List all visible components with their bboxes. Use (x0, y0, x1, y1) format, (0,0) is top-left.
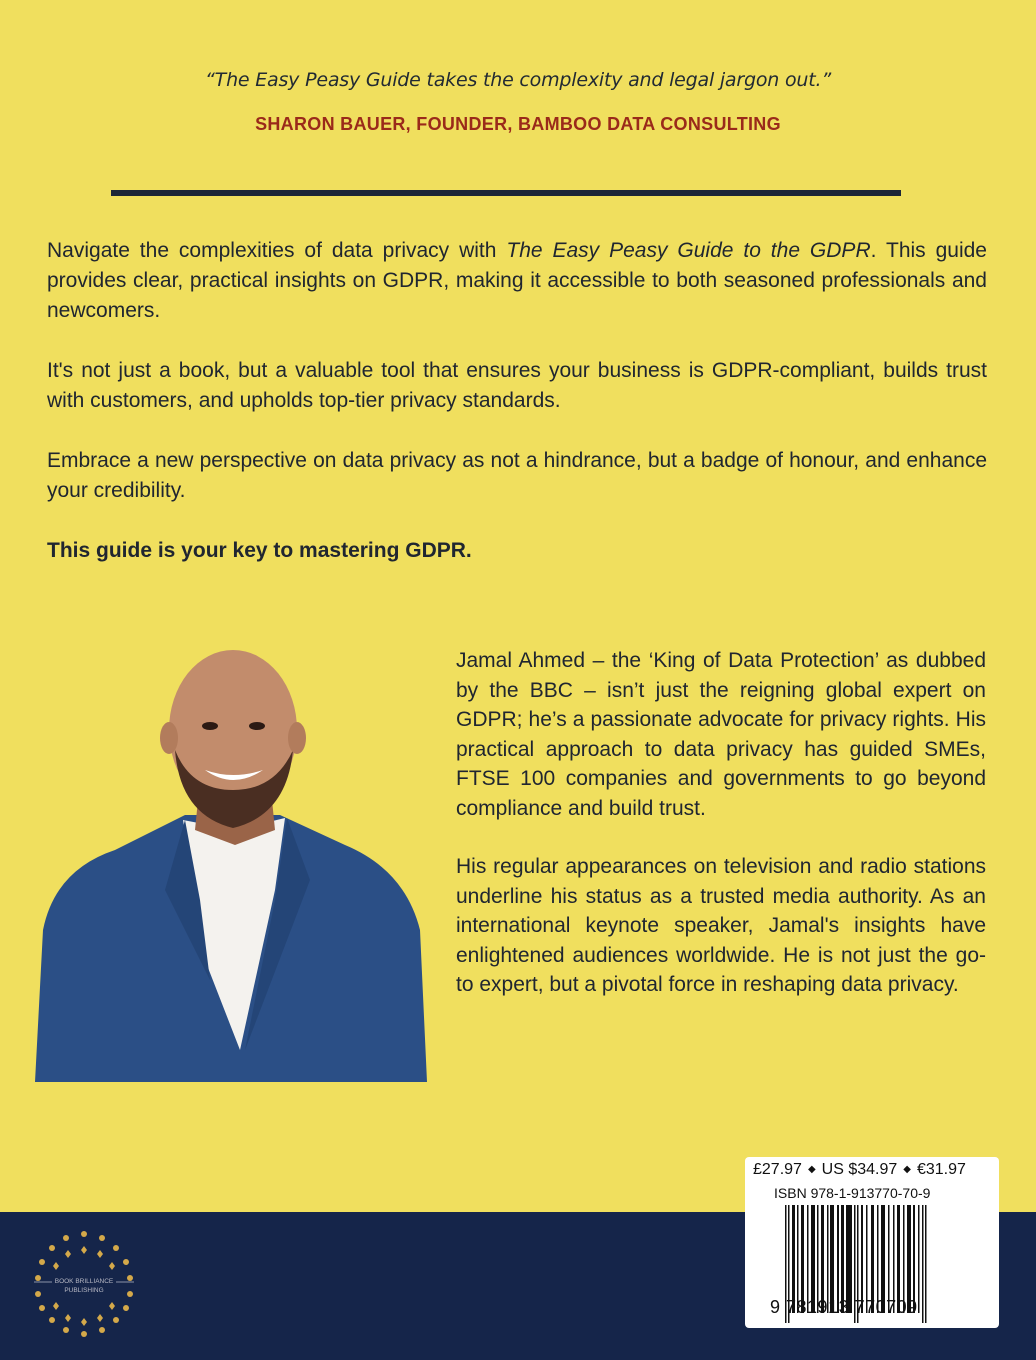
blurb-tagline: This guide is your key to mastering GDPR. (47, 539, 472, 562)
endorsement-attribution: SHARON BAUER, FOUNDER, BAMBOO DATA CONSULTING (255, 114, 781, 134)
barcode-panel (745, 1157, 999, 1328)
blurb-paragraph-1: Navigate the complexities of data privacy with The Easy Peasy Guide to the GDPR. This guide provides clear, practical insights on GDPR, making it accessible to both seasoned professionals and newcomers. (47, 239, 987, 322)
author-photo (35, 630, 427, 1082)
endorsement-quote: “The Easy Peasy Guide takes the complexity and legal jargon out.” (205, 69, 831, 91)
author-bio (456, 646, 986, 1029)
price-usd: US $34.97 (821, 1161, 898, 1178)
bio-paragraph-1: Jamal Ahmed – the ‘King of Data Protection’ as dubbed by the BBC – isn’t just the reigning global expert on GDPR; he’s a passionate advocate for privacy rights. His practical approach to data privacy has guided SMEs, FTSE 100 companies and governments to go beyond compliance and build trust. (456, 649, 986, 820)
blurb-paragraph-3: Embrace a new perspective on data privacy as not a hindrance, but a badge of honour, and enhance your credibility. (47, 449, 987, 502)
bio-paragraph-2: His regular appearances on television and radio stations underline his status as a trusted media authority. As an international keynote speaker, Jamal's insights have enlightened audiences worldwide. He is not just the go-to expert, but a pivotal force in reshaping data privacy. (456, 855, 986, 996)
publisher-name-line2: PUBLISHING (64, 1287, 104, 1294)
publisher-logo-icon (30, 1228, 138, 1340)
price-eur: €31.97 (916, 1161, 966, 1178)
barcode-digits: 9 781913 770709 (770, 1297, 918, 1317)
price-gbp: £27.97 (753, 1161, 802, 1178)
isbn-label: ISBN 978-1-913770-70-9 (774, 1185, 931, 1201)
divider-rule (111, 190, 901, 196)
book-title: The Easy Peasy Guide to the GDPR (506, 239, 871, 262)
blurb-paragraph-2: It's not just a book, but a valuable tool that ensures your business is GDPR-compliant, builds trust with customers, and upholds top-tier privacy standards. (47, 359, 987, 412)
diamond-separator-icon: ◆ (903, 1164, 911, 1175)
diamond-separator-icon: ◆ (807, 1164, 816, 1175)
book-blurb (47, 236, 987, 596)
publisher-name-line1: BOOK BRILLIANCE (54, 1278, 114, 1285)
price-line (753, 1161, 999, 1179)
